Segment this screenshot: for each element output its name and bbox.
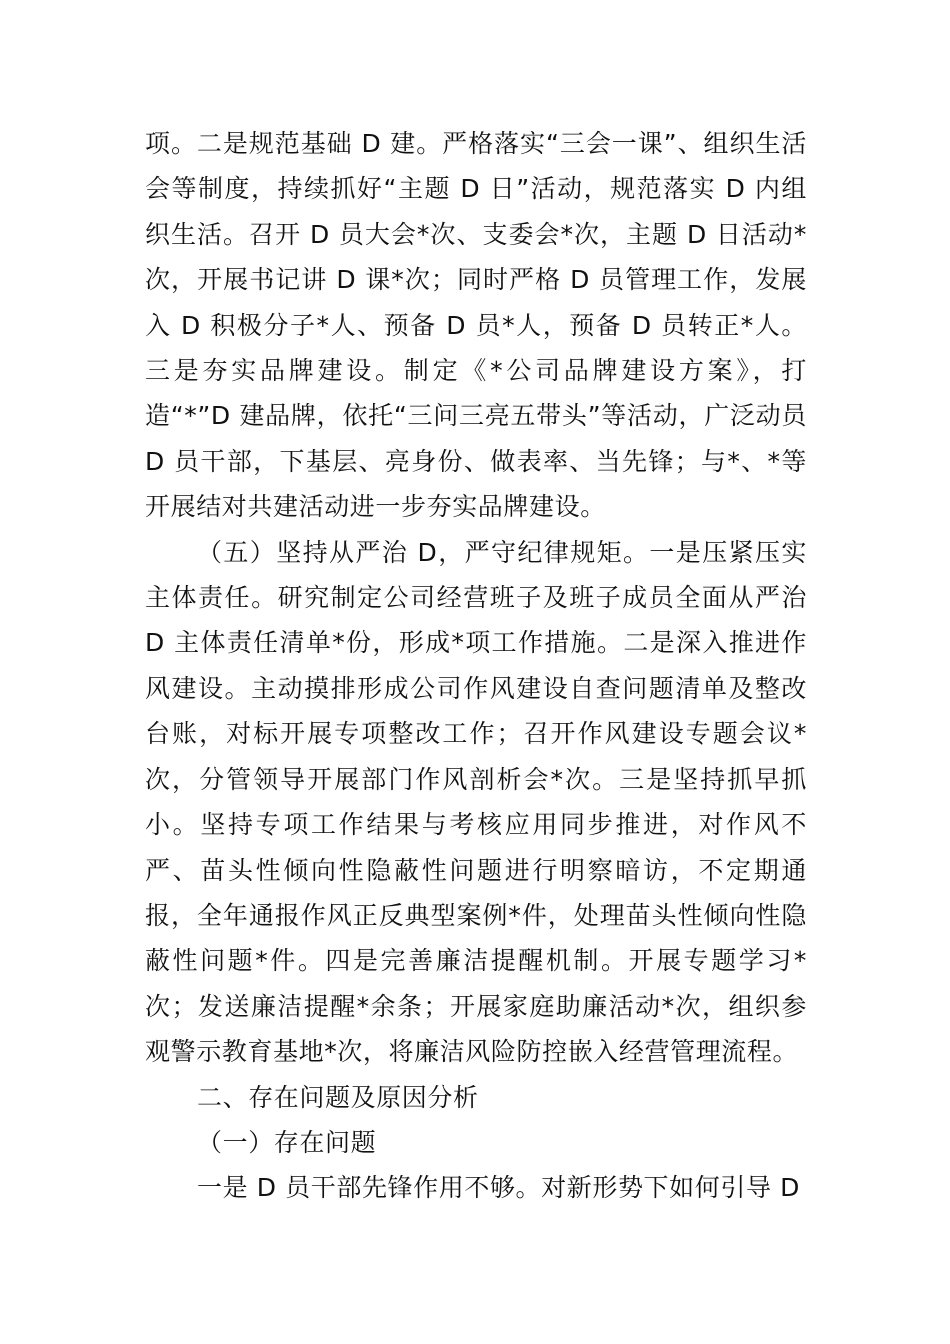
body-paragraph: （五）坚持从严治 D，严守纪律规矩。一是压紧压实主体责任。研究制定公司经营班子及班子成员全面从严治 D 主体责任清单*份，形成*项工作措施。二是深入推进作风建设。主动摸排形成公司作风建设自查问题清单及整改台账，对标开展专项整改工作；召开作风建设专题会议*次，分管领导开展部门作风剖析会*次。三是坚持抓早抓小。坚持专项工作结果与考核应用同步推进，对作风不严、苗头性倾向性隐蔽性问题进行明察暗访，不定期通报，全年通报作风正反典型案例*件，处理苗头性倾向性隐蔽性问题*件。四是完善廉洁提醒机制。开展专题学习*次；发送廉洁提醒*余条；开展家庭助廉活动*次，组织参观警示教育基地*次，将廉洁风险防控嵌入经营管理流程。 — [145, 537, 807, 1067]
body-paragraph: 一是 D 员干部先锋作用不够。对新形势下如何引导 D — [197, 1173, 800, 1203]
body-paragraph: 项。二是规范基础 D 建。严格落实“三会一课”、组织生活会等制度，持续抓好“主题 D 日”活动，规范落实 D 内组织生活。召开 D 员大会*次、支委会*次，主题 D 日活动*次，开展书记讲 D 课*次；同时严格 D 员管理工作，发展入 D 积极分子*人、预备 D 员*人，预备 D 员转正*人。三是夯实品牌建设。制定《*公司品牌建设方案》，打造“*”D 建品牌，依托“三问三亮五带头”等活动，广泛动员 D 员干部，下基层、亮身份、做表率、当先锋；与*、*等开展结对共建活动进一步夯实品牌建设。 — [145, 129, 807, 522]
subsection-heading: （一）存在问题 — [197, 1127, 377, 1157]
document-body — [145, 121, 807, 1211]
section-heading: 二、存在问题及原因分析 — [197, 1082, 479, 1112]
